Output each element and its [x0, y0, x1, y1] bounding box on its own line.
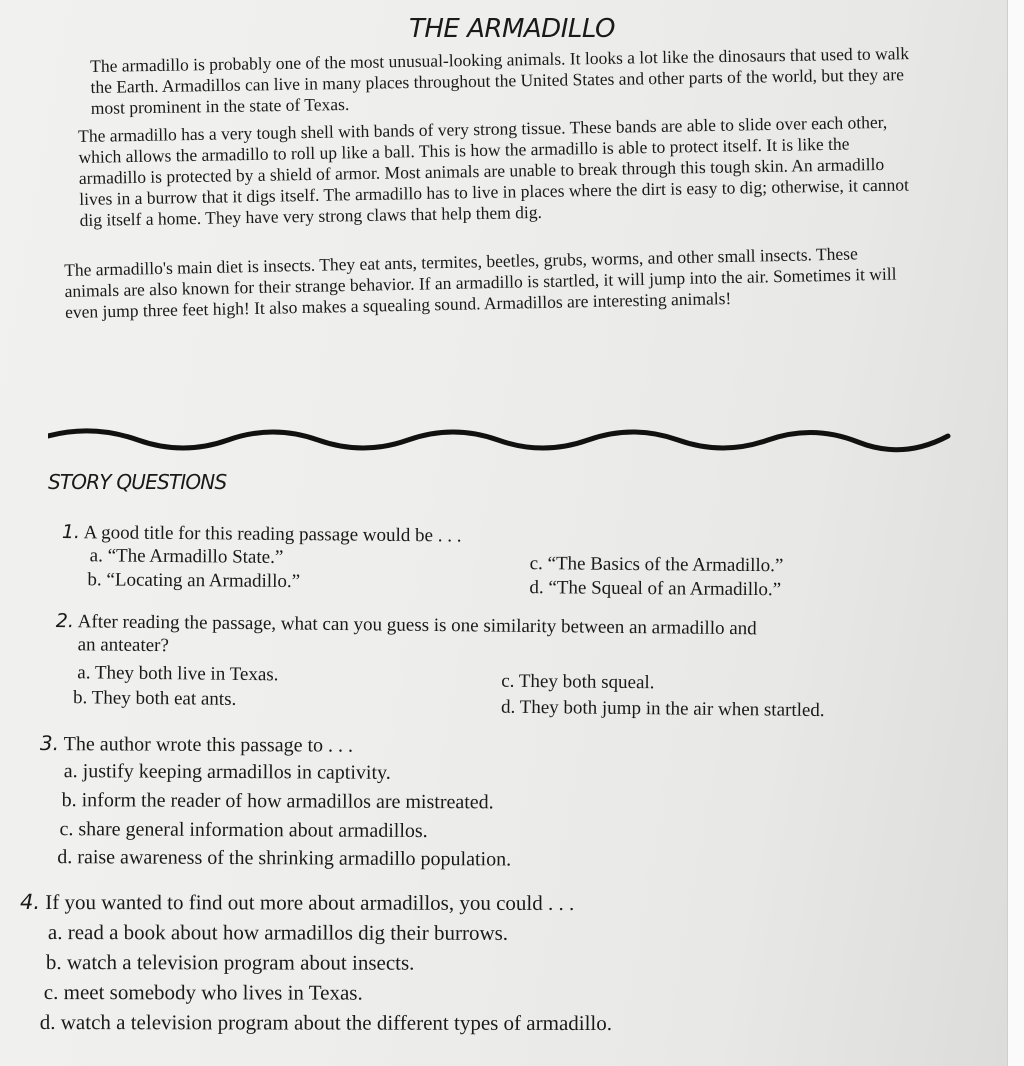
question-text: If you wanted to find out more about armadillos, you could . . . — [45, 890, 575, 915]
question-text-continued: an anteater? — [77, 634, 169, 657]
option-a: a. They both live in Texas. — [77, 662, 279, 686]
question-2 — [55, 609, 936, 728]
question-1 — [61, 520, 922, 618]
option-d: d. They both jump in the air when startled. — [500, 696, 825, 722]
option-c: c. meet somebody who lives in Texas. — [43, 980, 363, 1005]
paragraph-3: The armadillo's main diet is insects. They eat ants, termites, beetles, grubs, worms, and other small insects. These animals are also known for their strange behavior. If an armadillo is startled, it will jump into the air. Sometimes it will even jump three feet high! It also makes a squealing sound. Armadillos are interesting animals! — [64, 243, 897, 322]
paragraph-2: The armadillo has a very tough shell with bands of very strong tissue. These bands are able to slide over each other, which allows the armadillo to roll up like a ball. This is how the armadillo is able to protect itself. It is like the armadillo is protected by a shield of armor. Most animals are unable to break through this tough skin. An armadillo lives in a burrow that it digs itself. The armadillo has to live in places where the dirt is easy to dig; otherwise, it cannot dig itself a home. They have very strong claws that help them dig. — [78, 111, 910, 230]
question-number: 2. — [55, 609, 75, 633]
option-b: b. “Locating an Armadillo.” — [87, 569, 301, 593]
option-b: b. watch a television program about insects. — [45, 950, 415, 975]
page-edge — [1007, 0, 1024, 1066]
option-a: a. read a book about how armadillos dig their burrows. — [47, 920, 509, 945]
option-b: b. They both eat ants. — [72, 687, 237, 710]
question-number: 4. — [19, 890, 41, 915]
question-number: 3. — [39, 731, 60, 756]
option-d: d. “The Squeal of an Armadillo.” — [529, 577, 782, 601]
question-3 — [39, 731, 640, 874]
question-text: After reading the passage, what can you guess is one similarity between an armadillo and — [77, 611, 757, 640]
option-c: c. They both squeal. — [501, 670, 655, 694]
option-c: c. share general information about armadillos. — [59, 818, 428, 843]
option-d: d. watch a television program about the different types of armadillo. — [39, 1010, 613, 1036]
question-text: A good title for this reading passage would be . . . — [83, 522, 462, 547]
option-c: c. “The Basics of the Armadillo.” — [529, 553, 784, 577]
paragraph-1: The armadillo is probably one of the most unusual-looking animals. It looks a lot like the dinosaurs that used to walk the Earth. Armadillos can live in many places throughout the United States and other parts of the world, but they are most prominent in the state of Texas. — [90, 43, 910, 118]
option-a: a. “The Armadillo State.” — [89, 545, 284, 568]
question-number: 1. — [61, 520, 81, 544]
page-title: THE ARMADILLO — [408, 14, 616, 44]
option-b: b. inform the reader of how armadillos are mistreated. — [61, 789, 494, 814]
wavy-divider — [48, 420, 953, 460]
question-4 — [20, 887, 740, 1048]
option-a: a. justify keeping armadillos in captivity. — [63, 760, 391, 784]
question-text: The author wrote this passage to . . . — [63, 733, 354, 757]
story-questions-heading: STORY QUESTIONS — [48, 470, 227, 494]
option-d: d. raise awareness of the shrinking armadillo population. — [57, 846, 512, 871]
